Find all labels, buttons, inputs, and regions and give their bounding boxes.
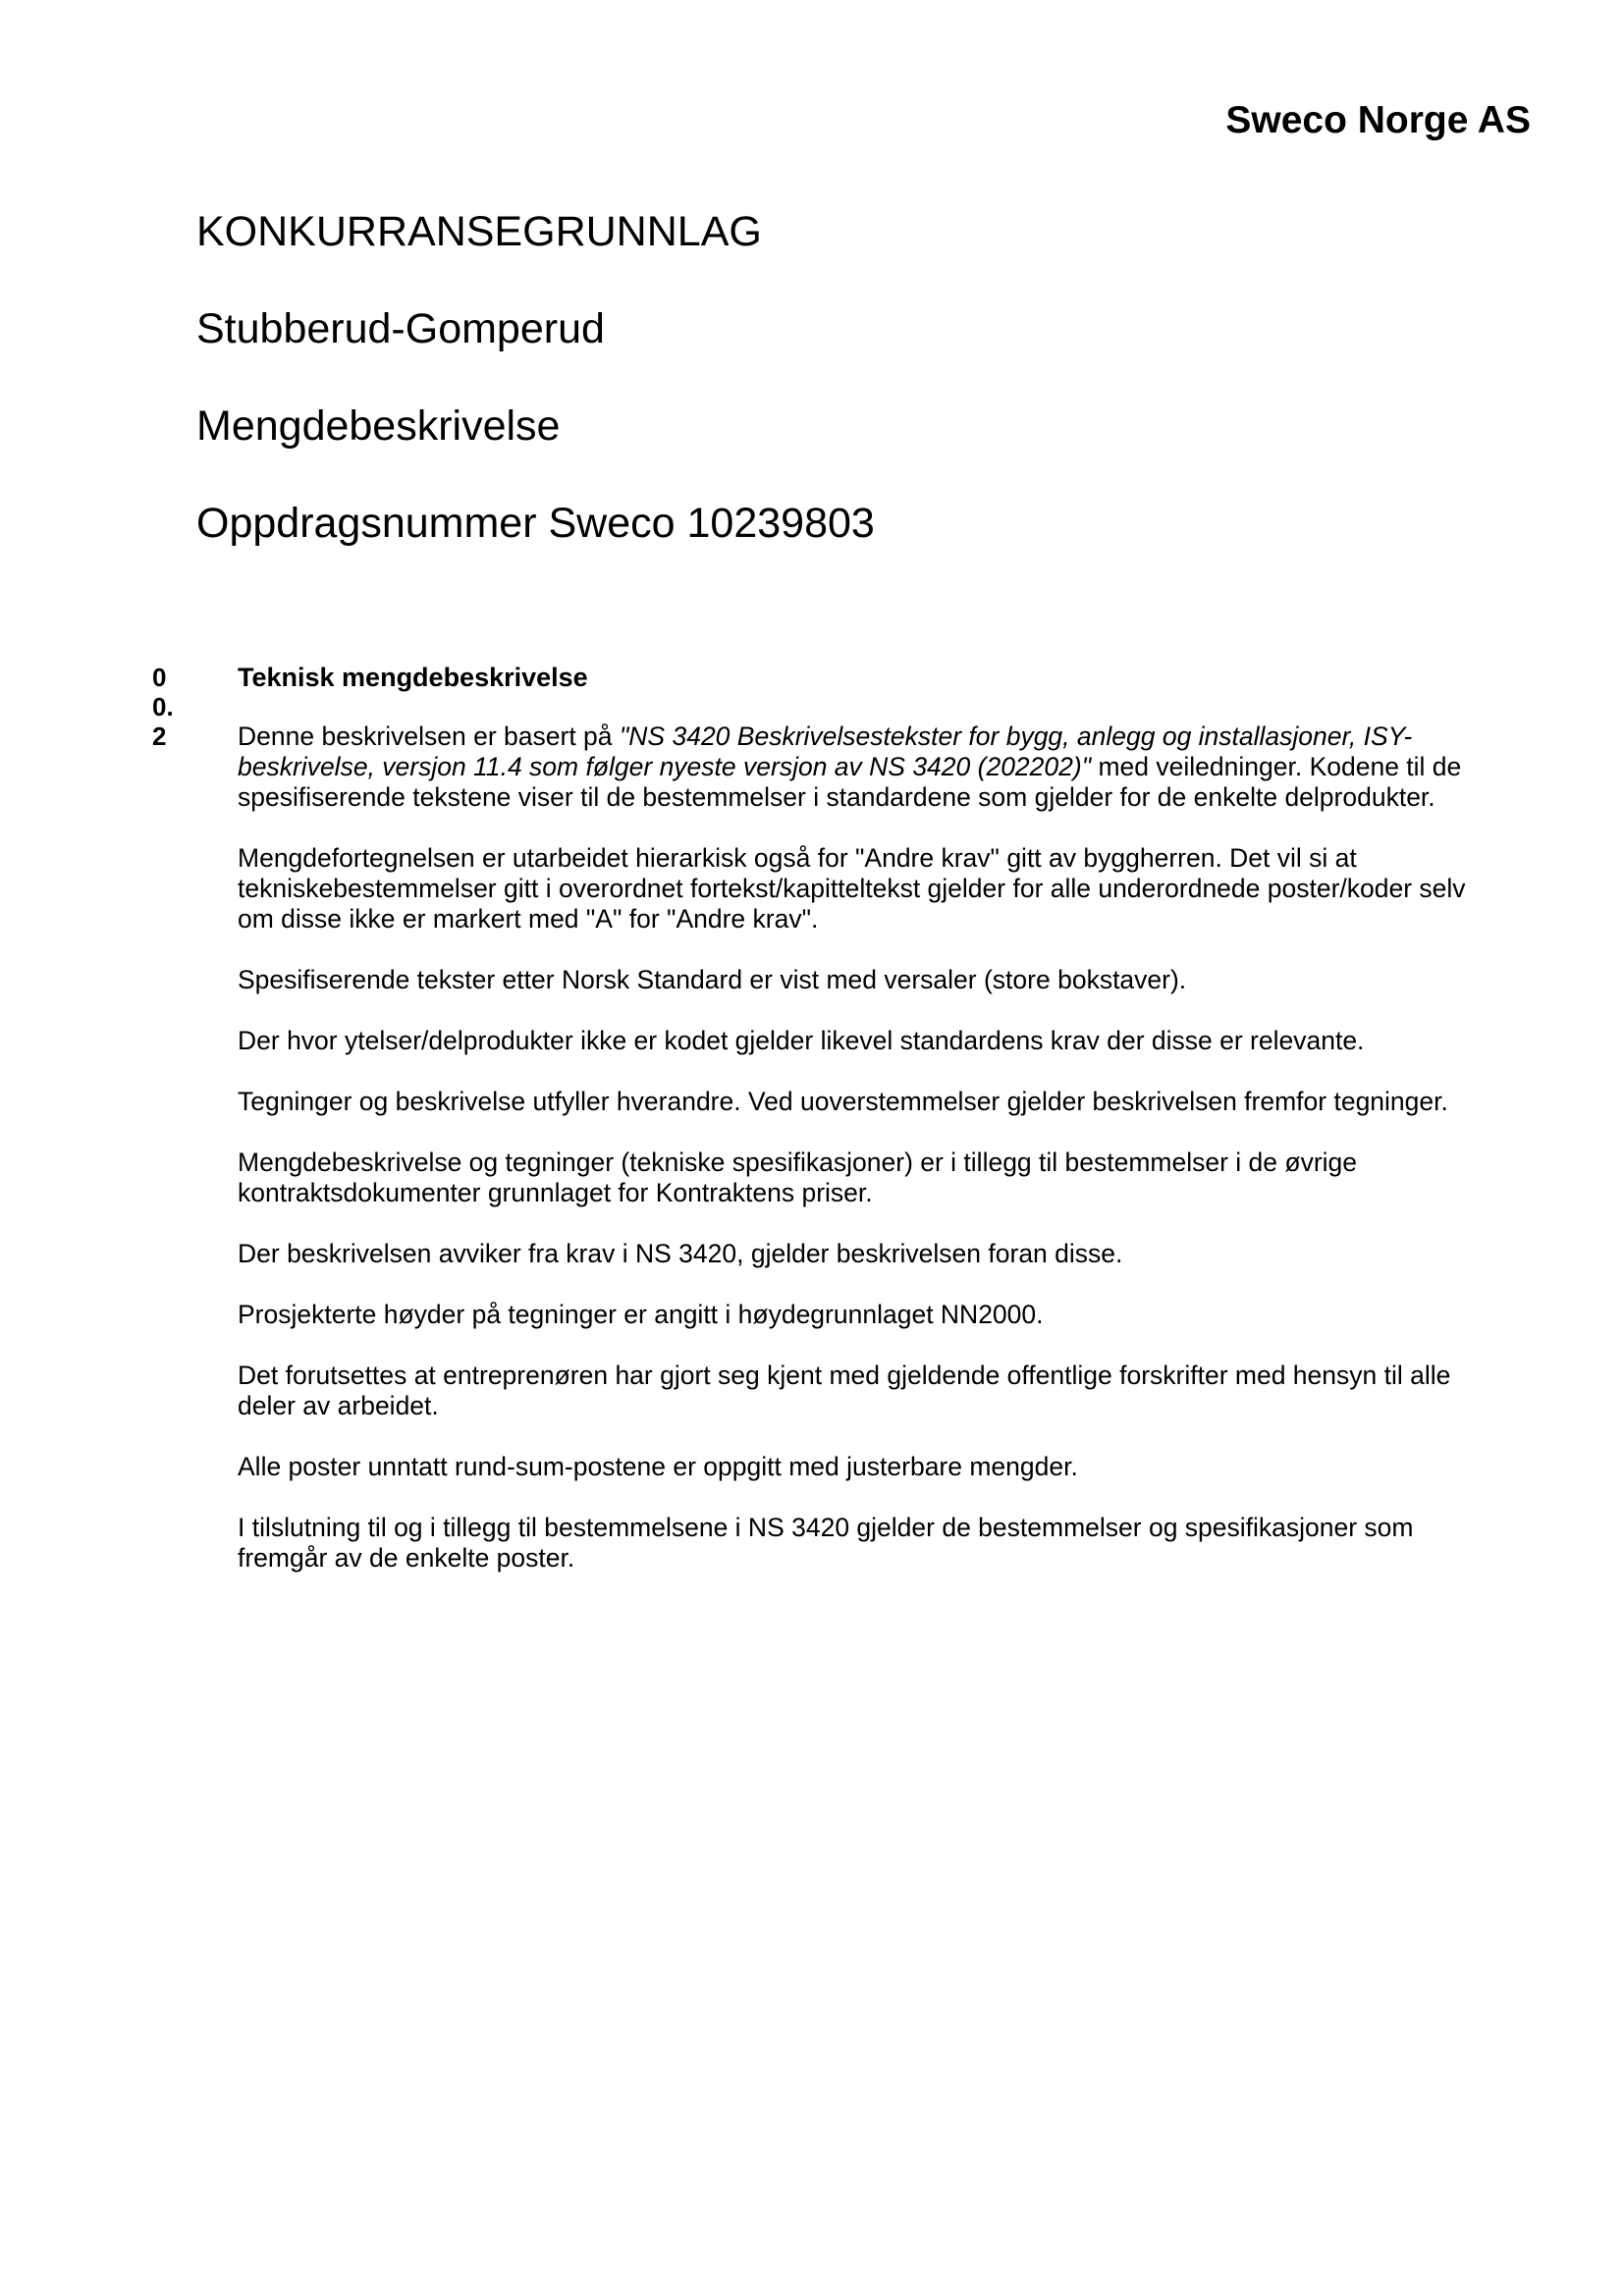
intro-text: Denne beskrivelsen er basert på — [238, 721, 620, 751]
paragraph: I tilslutning til og i tillegg til bestemmelsene i NS 3420 gjelder de bestemmelser og spesifikasjoner som fremgår av de enkelte poster. — [238, 1513, 1414, 1573]
document-title: Mengdebeskrivelse — [196, 402, 561, 450]
document-type: KONKURRANSEGRUNNLAG — [196, 208, 762, 255]
paragraph: Det forutsettes at entreprenøren har gjort seg kjent med gjeldende offentlige forskrifter med hensyn til alle deler av arbeidet. — [238, 1361, 1451, 1420]
paragraph: Der hvor ytelser/delprodukter ikke er kodet gjelder likevel standardens krav der disse er relevante. — [238, 1026, 1365, 1055]
section-code-part: 0. — [152, 692, 174, 721]
section-heading: Teknisk mengdebeskrivelse — [238, 663, 588, 692]
paragraph: Prosjekterte høyder på tegninger er angitt i høydegrunnlaget NN2000. — [238, 1300, 1044, 1329]
section-body — [238, 663, 1504, 1604]
section-code-part: 0 — [152, 663, 167, 692]
section-code — [152, 663, 182, 751]
intro-text-continued: med veiledninger. Kodene til de spesifiserende tekstene viser til de bestemmelser i standardene som gjelder for de enkelte delprodukter. — [238, 752, 1462, 812]
paragraph: Der beskrivelsen avviker fra krav i NS 3420, gjelder beskrivelsen foran disse. — [238, 1239, 1123, 1268]
paragraph: Spesifiserende tekster etter Norsk Standard er vist med versaler (store bokstaver). — [238, 965, 1187, 994]
assignment-number: Oppdragsnummer Sweco 10239803 — [196, 500, 875, 547]
paragraph: Mengdefortegnelsen er utarbeidet hierarkisk også for "Andre krav" gitt av byggherren. Det vil si at tekniskebestemmelser gitt i overordnet fortekst/kapitteltekst gjelder for alle underordnede poster/koder selv om disse ikke er markert med "A" for "Andre krav". — [238, 843, 1466, 934]
company-name: Sweco Norge AS — [1225, 99, 1531, 141]
paragraph: Alle poster unntatt rund-sum-postene er oppgitt med justerbare mengder. — [238, 1452, 1078, 1481]
standard-reference: "NS 3420 Beskrivelsestekster for bygg, anlegg og installasjoner, ISY-beskrivelse, versjon 11.4 som følger nyeste versjon av NS 3420 (202202)" — [238, 721, 1413, 781]
section-code-part: 2 — [152, 721, 167, 751]
paragraph: Mengdebeskrivelse og tegninger (tekniske spesifikasjoner) er i tillegg til bestemmelser i de øvrige kontraktsdokumenter grunnlaget for Kontraktens priser. — [238, 1148, 1358, 1207]
paragraph: Tegninger og beskrivelse utfyller hverandre. Ved uoverstemmelser gjelder beskrivelsen fremfor tegninger. — [238, 1087, 1448, 1116]
intro-paragraph — [238, 721, 1504, 813]
project-name: Stubberud-Gomperud — [196, 305, 605, 352]
title-block — [196, 206, 875, 595]
